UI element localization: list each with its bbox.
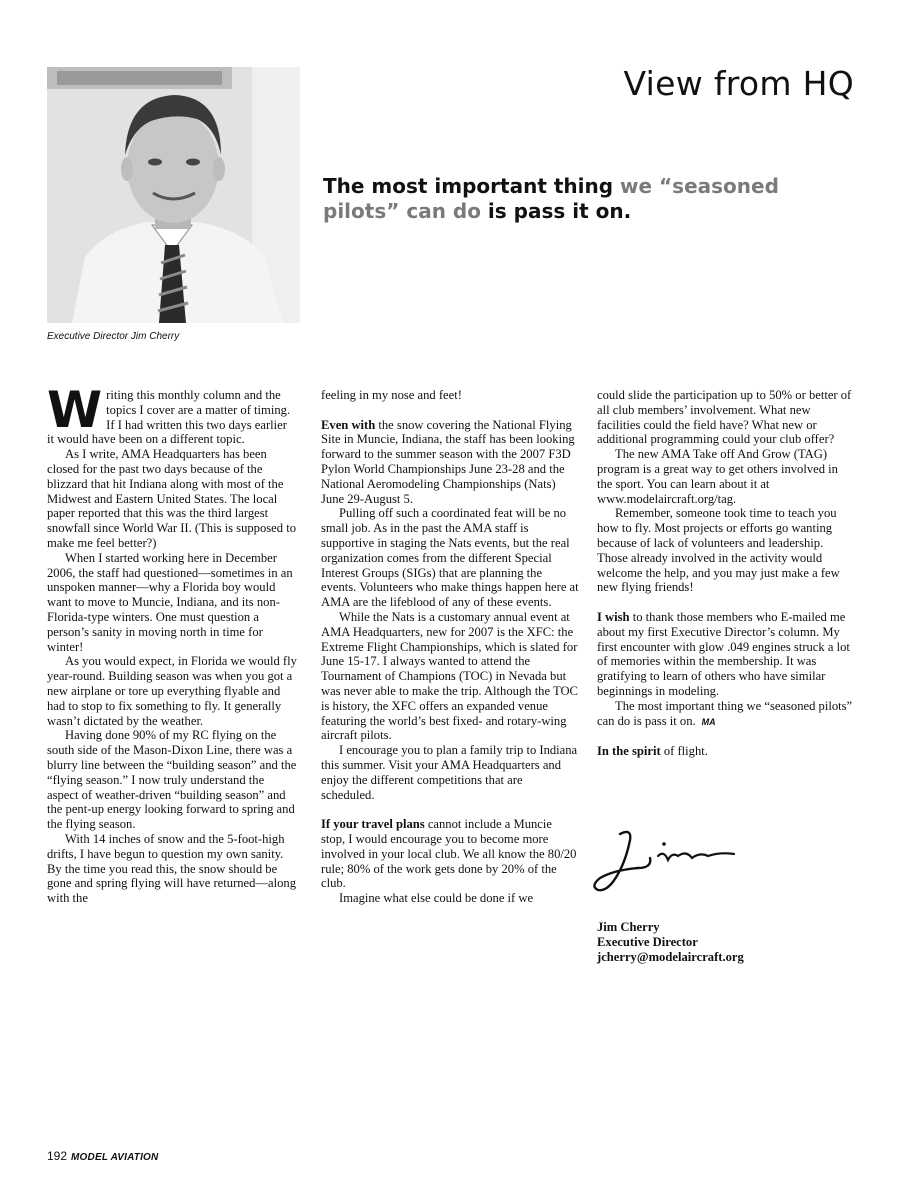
paragraph-text: cannot include a Muncie stop, I would encourage you to become more involved in your local club. We all know the 80/20 rule; 80% of the work gets done by 20% of the club. bbox=[321, 817, 577, 891]
paragraph-lead: In the spirit bbox=[597, 744, 661, 759]
paragraph: Remember, someone took time to teach you how to fly. Most projects or efforts go wanting because of lack of volunteers and leadership. Those already involved in the activity would welcome the help, and you may just make a few new flying friends! bbox=[597, 506, 840, 595]
drop-cap: W bbox=[47, 381, 101, 439]
paragraph: I encourage you to plan a family trip to Indiana this summer. Visit your AMA Headquarters and enjoy the different competitions that are scheduled. bbox=[321, 743, 578, 802]
article-column-3 bbox=[597, 388, 855, 759]
paragraph-lead: Even with bbox=[321, 417, 376, 432]
paragraph: Having done 90% of my RC flying on the south side of the Mason-Dixon Line, there was a blurry line between the “building season” and the “flying season.” I now truly understand the aspect of weather-driven “building season” and the pent-up energy looking forward to spring and the flying season. bbox=[47, 728, 297, 832]
signature bbox=[592, 826, 742, 896]
portrait-illustration bbox=[47, 67, 300, 323]
paragraph bbox=[597, 744, 855, 759]
paragraph-text: of flight. bbox=[660, 744, 708, 759]
page-footer bbox=[47, 1149, 158, 1163]
paragraph-text: riting this monthly column and the topics I cover are a matter of timing. If I had written this two days earlier it would have been on a different topic. bbox=[47, 388, 291, 447]
paragraph-text: the snow covering the National Flying Site in Muncie, Indiana, the staff has been looking forward to the summer season with the 2007 F3D Pylon World Championships June 23-28 and the National Aeromodeling Championships (Nats) June 29-August 5. bbox=[321, 417, 575, 506]
paragraph-lead: I wish bbox=[597, 609, 630, 624]
paragraph bbox=[597, 699, 855, 730]
paragraph: Pulling off such a coordinated feat will be no small job. As in the past the AMA staff is supportive in staging the Nats events, but the real organization comes from the different Special Interest Groups (SIGs) that are planning the events. Volunteers who make things happen here at AMA are the lifeblood of any of these events. bbox=[321, 506, 579, 610]
photo-caption: Executive Director Jim Cherry bbox=[47, 331, 180, 342]
paragraph-lead: If your travel plans bbox=[321, 817, 425, 832]
article-column-2 bbox=[321, 388, 579, 906]
paragraph: When I started working here in December 2006, the staff had questioned—sometimes in an unspoken manner—why a Florida boy would want to move to Muncie, Indiana, and its non-Florida-type winters. One must question a person’s sanity in moving north in time for winter! bbox=[47, 550, 293, 654]
author-signoff bbox=[597, 920, 744, 964]
paragraph: As I write, AMA Headquarters has been closed for the past two days because of the blizzard that hit Indiana along with most of the Midwest and Eastern United States. The local paper reported that this was the third largest snowfall since World War II. (This is supposed to make me feel better?) bbox=[47, 447, 296, 550]
paragraph-text: to thank those members who E-mailed me about my first Executive Director’s column. My first encounter with glow .049 engines struck a lot of memories within the membership. It was gratifying to learn of others who have similar beginnings in modeling. bbox=[597, 609, 850, 698]
section-title: View from HQ bbox=[623, 64, 854, 103]
paragraph: Imagine what else could be done if we bbox=[339, 891, 534, 906]
paragraph: While the Nats is a customary annual event at AMA Headquarters, new for 2007 is the XFC: the Extreme Flight Championships, which is slated for June 15-17. I always wanted to attend the Tournament of Champions (TOC) in Nevada but was never able to make the trip. Although the TOC is history, the XFC offers an expanded venue featuring the world’s best fixed- and rotary-wing aircraft pilots. bbox=[321, 609, 578, 743]
pull-quote-highlight: we “seasoned pilots” can do bbox=[323, 174, 779, 223]
end-mark: MA bbox=[701, 716, 716, 727]
paragraph: As you would expect, in Florida we would fly year-round. Building season was when you got a new airplane or tore up everything flyable and had to stop to fix something to fly. It generally wasn’t dictated by the weather. bbox=[47, 654, 297, 728]
author-photo bbox=[47, 67, 300, 323]
author-email: jcherry@modelaircraft.org bbox=[597, 949, 744, 964]
author-title: Executive Director bbox=[597, 934, 698, 949]
paragraph: The new AMA Take off And Grow (TAG) program is a great way to get others involved in the sport. You can learn about it at www.modelaircraft.org/tag. bbox=[597, 447, 838, 506]
paragraph bbox=[321, 418, 579, 507]
paragraph bbox=[47, 381, 297, 447]
paragraph: could slide the participation up to 50% or better of all club members’ involvement. What new facilities could the field have? What new or additional programming could your club offer? bbox=[597, 388, 852, 447]
pull-quote-part-1: The most important thing bbox=[323, 174, 621, 198]
page-number: 192 bbox=[47, 1149, 68, 1163]
article-column-1 bbox=[47, 381, 297, 906]
pull-quote-part-3: is pass it on. bbox=[480, 199, 632, 223]
paragraph-text: The most important thing we “seasoned pilots” can do is pass it on. bbox=[597, 698, 853, 728]
paragraph: feeling in my nose and feet! bbox=[321, 388, 462, 402]
paragraph: With 14 inches of snow and the 5-foot-high drifts, I have begun to question my own sanity. By the time you read this, the snow should be gone and spring flying will have returned—along with the bbox=[47, 831, 297, 906]
author-name: Jim Cherry bbox=[597, 920, 660, 934]
pull-quote bbox=[323, 174, 843, 224]
magazine-name: MODEL AVIATION bbox=[71, 1152, 159, 1163]
paragraph bbox=[321, 817, 579, 891]
paragraph bbox=[597, 610, 855, 699]
